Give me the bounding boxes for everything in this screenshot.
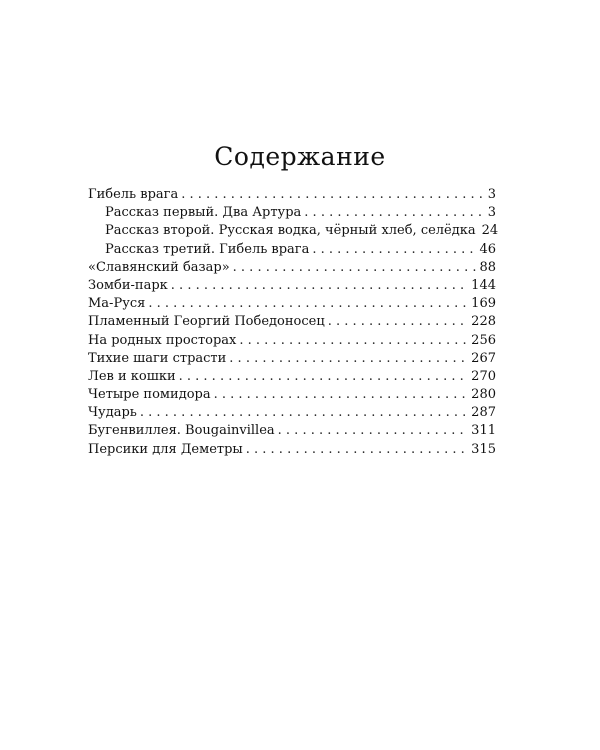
toc-entry [88,404,496,422]
toc-entry-title: Зомби-парк [88,277,168,293]
toc-entry-title: Ма-Руся [88,296,146,312]
toc-entry-title: «Славянский базар» [88,259,230,275]
toc-entry-page: 3 [487,187,496,202]
toc-entry-page: 88 [479,259,496,275]
toc-entry-title: Рассказ первый. Два Артура [105,205,302,221]
toc-entry-page: 280 [471,387,496,403]
toc-leader-dots [140,404,468,422]
toc-leader-dots [278,422,469,440]
toc-list [88,186,499,459]
toc-title: Содержание [214,142,386,171]
toc-entry-title: Пламенный Георгий Победоносец [88,314,325,330]
toc-entry-page: 311 [471,423,496,439]
toc-entry-page: 169 [471,296,496,312]
toc-entry [88,222,499,240]
toc-leader-dots [233,259,477,277]
toc-entry-page: 46 [479,241,496,257]
toc-entry [88,350,496,368]
toc-entry-page: 287 [471,405,496,421]
toc-entry [88,277,496,295]
toc-entry-page: 267 [471,350,496,366]
toc-leader-dots [328,313,468,331]
toc-entry [88,441,496,459]
toc-entry [88,204,496,222]
toc-leader-dots [181,186,485,204]
toc-entry-title: Чударь [88,405,137,421]
toc-leader-dots [312,241,476,259]
toc-entry-title: Четыре помидора [88,387,211,403]
toc-entry-page: 228 [471,314,496,330]
toc-entry-title: Рассказ второй. Русская водка, чёрный хлеб, селёдка [105,223,476,239]
toc-entry [88,422,496,440]
toc-leader-dots [171,277,468,295]
toc-leader-dots [304,204,484,222]
toc-entry [88,259,496,277]
toc-entry-title: Гибель врага [88,187,179,202]
toc-entry-page: 270 [471,368,496,384]
toc-entry [88,386,496,404]
toc-entry [88,186,496,204]
toc-entry [88,368,496,386]
toc-entry-title: Рассказ третий. Гибель врага [105,241,310,257]
toc-entry [88,332,496,350]
toc-entry-title: Тихие шаги страсти [88,350,227,366]
toc-leader-dots [148,295,468,313]
toc-entry-title: Персики для Деметры [88,441,243,457]
toc-leader-dots [239,332,468,350]
toc-leader-dots [229,350,468,368]
toc-entry-page: 3 [487,205,496,221]
toc-leader-dots [214,386,469,404]
toc-leader-dots [246,441,468,459]
toc-entry-page: 24 [481,223,499,239]
toc-entry [88,295,496,313]
toc-entry-title: Лев и кошки [88,368,176,384]
toc-leader-dots [179,368,469,386]
toc-entry [88,241,496,259]
toc-entry-page: 144 [471,277,496,293]
toc-entry-page: 256 [471,332,496,348]
toc-entry-title: Бугенвиллея. Bougainvillea [88,423,275,439]
toc-entry-page: 315 [471,441,496,457]
toc-entry [88,313,496,331]
toc-entry-title: На родных просторах [88,332,237,348]
